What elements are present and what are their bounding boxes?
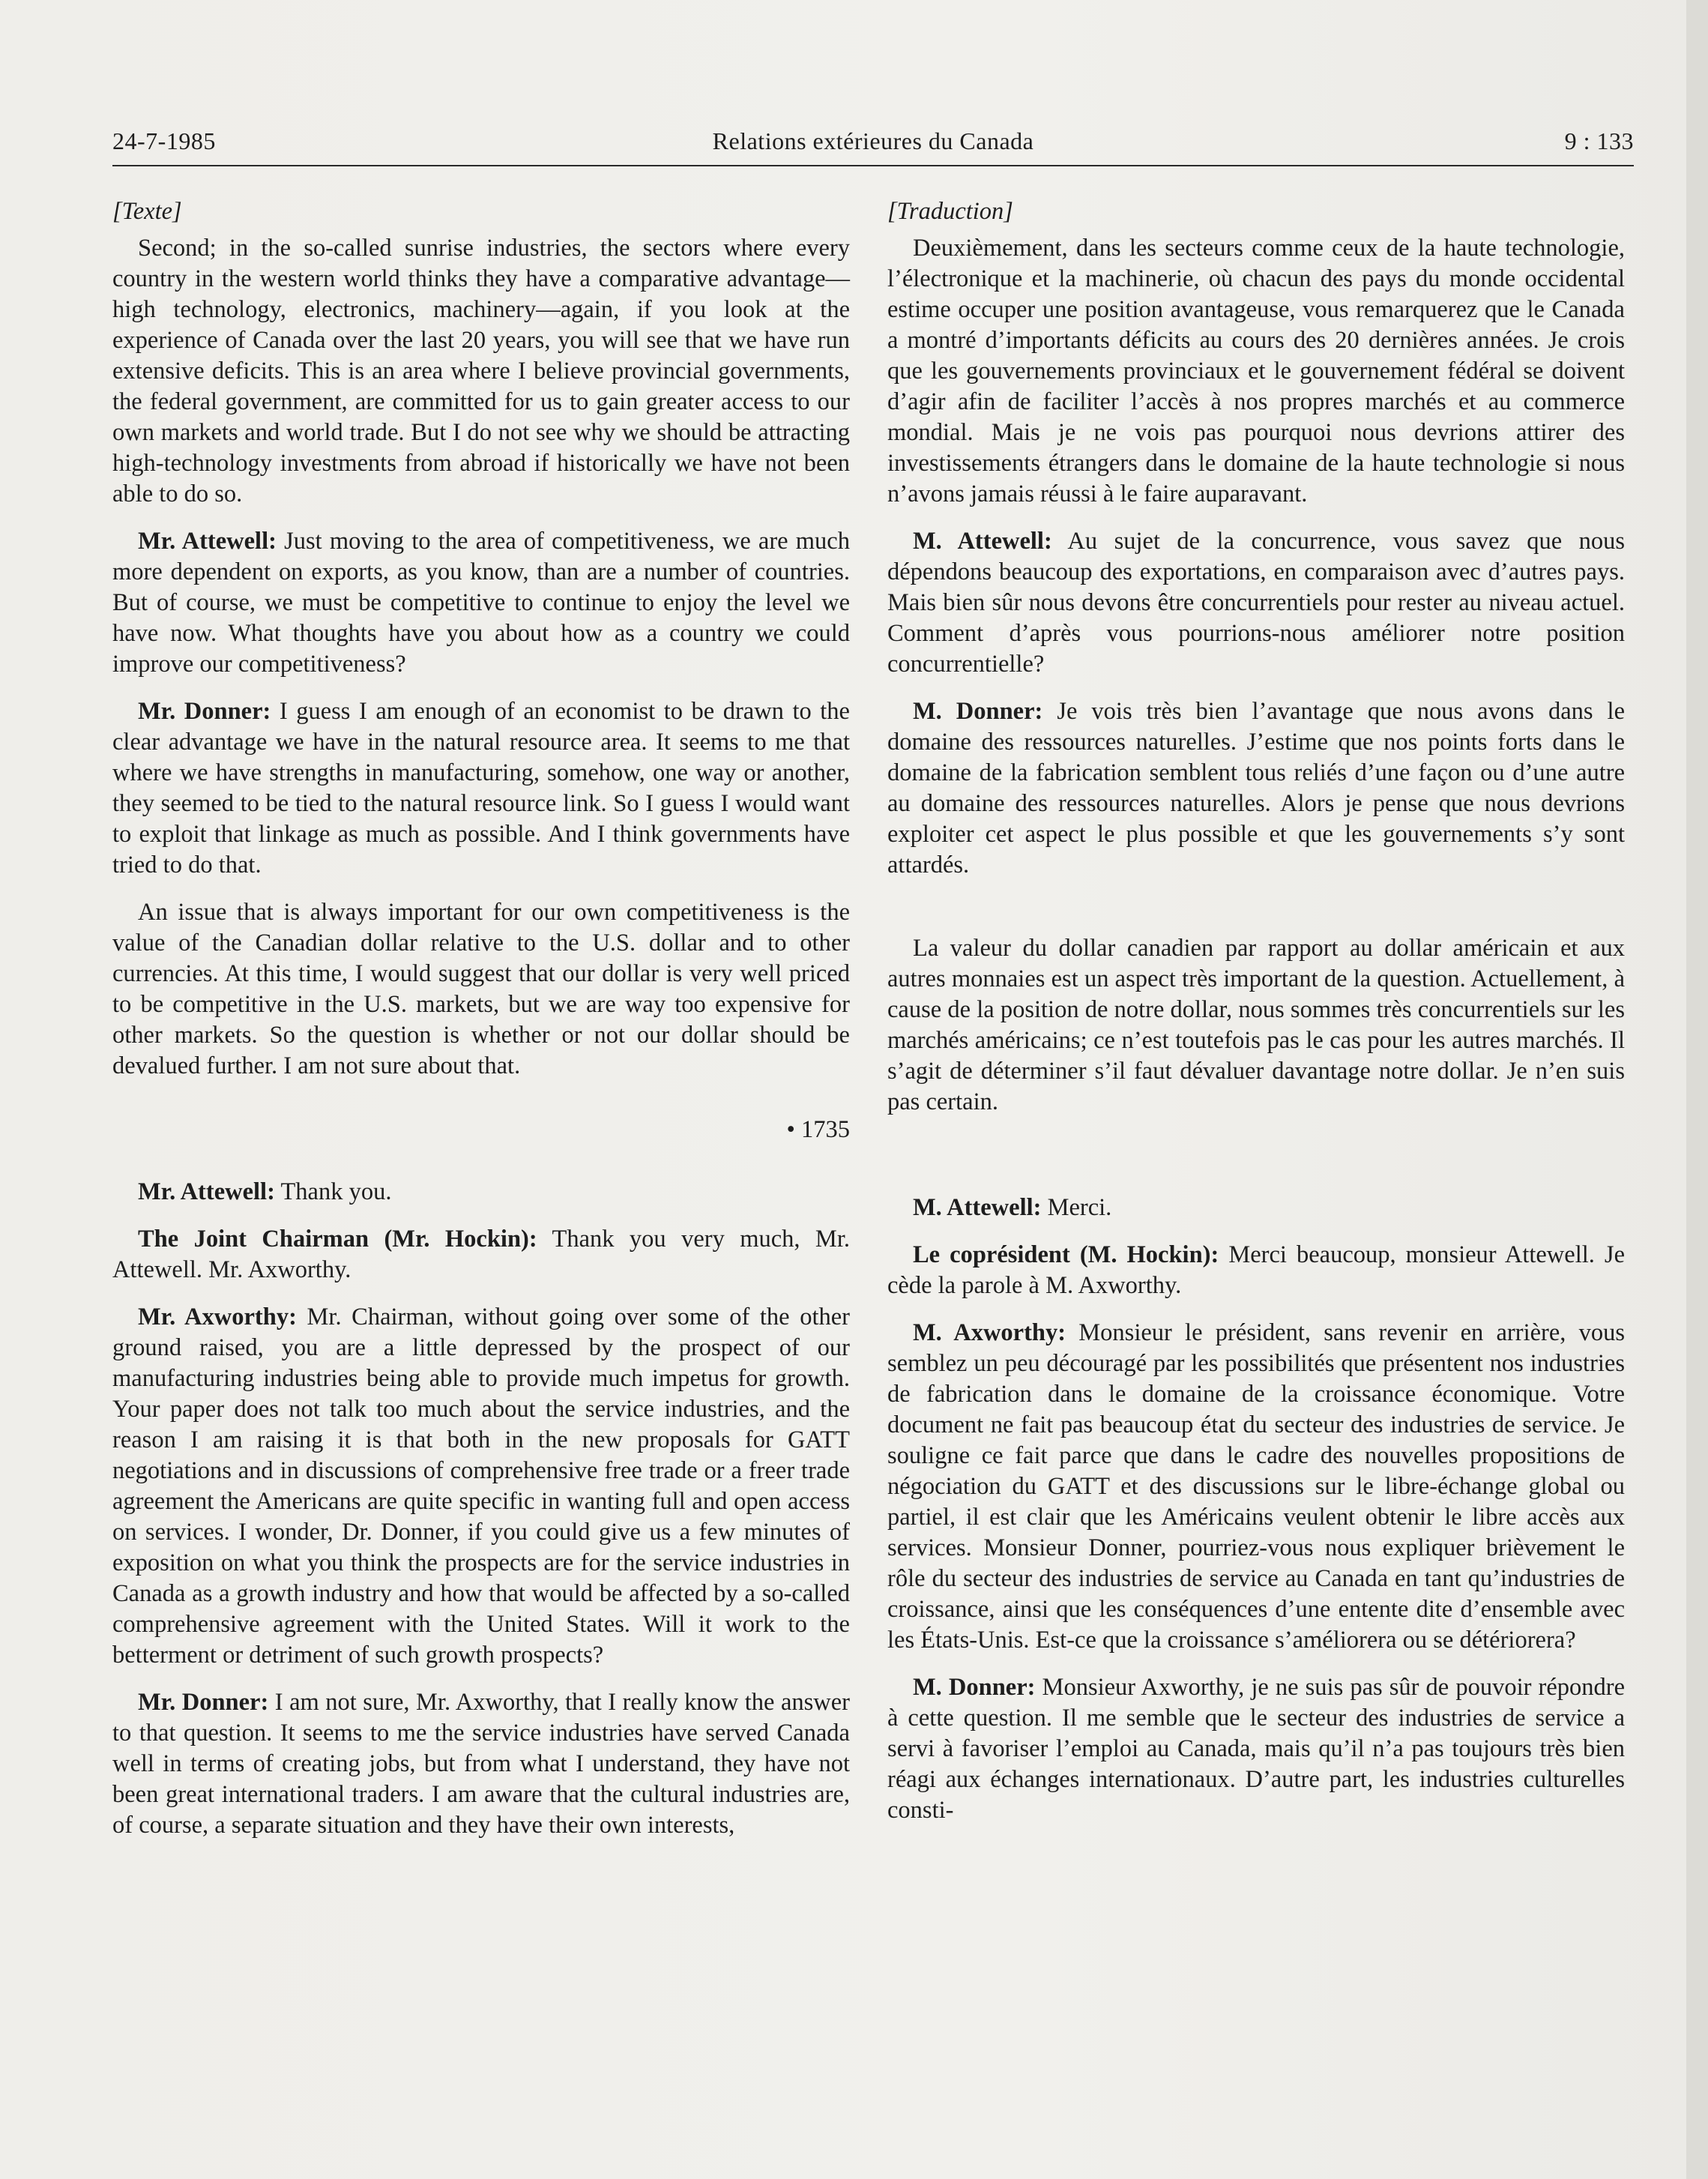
page-header [112,120,1634,166]
speech-text: Merci. [1041,1194,1112,1221]
speech-text: Just moving to the area of competitiveness, we are much more dependent on exports, as you know, than are a number of countries. But of course, we must be competitive to continue to enjoy the level we have now. What thoughts have you about how as a country we could improve our competitiveness? [112,528,850,678]
header-page-number: 9 : 133 [1564,127,1634,154]
speech-text: Thank you very much, Mr. Attewell. Mr. Axworthy. [112,1226,850,1283]
paragraph: Second; in the so-called sunrise industries, the sectors where every country in the western world thinks they have a comparative advantage—high technology, electronics, machinery—again, if you look at the experience of Canada over the last 20 years, you will see that we have run extensive deficits. This is an area where I believe provincial governments, the federal government, are committed for us to gain greater access to our own markets and world trade. But I do not see why we should be attracting high-technology investments from abroad if historically we have not been able to do so. [112,235,850,507]
adjacent-page-edge [1686,0,1708,2179]
speaker-name: Mr. Attewell: [138,1178,275,1205]
paragraph: La valeur du dollar canadien par rapport au dollar américain et aux autres monnaies est un aspect très important de la question. Actuellement, à cause de la position de notre dollar, nous sommes très concurrentiels sur les marchés américains; ce n’est toutefois pas le cas pour les autres marchés. Il s’agit de déterminer s’il faut dévaluer davantage notre dollar. Je n’en suis pas certain. [887,935,1625,1115]
paragraph [887,696,1625,881]
speaker-name: The Joint Chairman (Mr. Hockin): [138,1226,537,1253]
speaker-name: Mr. Donner: [138,1689,269,1716]
french-column [887,196,1625,1842]
speech-text: Au sujet de la concurrence, vous savez que nous dépendons beaucoup des exportations, en comparaison avec d’autres pays. Mais bien sûr nous devons être concurrentiels pour rester au niveau actuel. Comment d’après vous pourrions-nous améliorer notre position concurrentielle? [887,528,1626,678]
english-column [112,196,850,1857]
header-title: Relations extérieures du Canada [712,127,1034,154]
column-spacer [887,1134,1625,1193]
paragraph [887,1318,1625,1656]
speaker-name: M. Axworthy: [913,1319,1066,1346]
translation-tag: [Traduction] [887,198,1013,225]
speaker-name: Mr. Axworthy: [138,1304,297,1330]
speaker-name: M. Attewell: [913,528,1052,555]
paragraph: Deuxièmement, dans les secteurs comme ceux de la haute technologie, l’électronique et la machinerie, où chacun des pays du monde occidental estime occuper une position avantageuse, vous remarquerez que le Canada a montré d’importants déficits au cours des 20 dernières années. Je crois que les gouvernements provinciaux et le gouvernement fédéral se doivent d’agir afin de faciliter l’accès à nos propres marchés et au commerce mondial. Mais je ne vois pas pourquoi nous devrions attirer des investissements étrangers dans le domaine de la haute technologie si nous n’avons jamais réussi à le faire auparavant. [887,235,1625,507]
paragraph: An issue that is always important for our own competitiveness is the value of the Canadian dollar relative to the U.S. dollar and to other currencies. At this time, I would suggest that our dollar is very well priced to be competitive in the U.S. markets, but we are way too expensive for other markets. So the question is whether or not our dollar should be devalued further. I am not sure about that. [112,899,850,1079]
paragraph [887,1193,1625,1223]
speaker-name: M. Donner: [913,1674,1036,1701]
speaker-name: Mr. Attewell: [138,528,277,555]
speech-text: Thank you. [274,1178,392,1205]
speech-text: I am not sure, Mr. Axworthy, that I really know the answer to that question. It seems to me the service industries have served Canada well in terms of creating jobs, but from what I understand, they have not been great international traders. I am aware that the cultural industries are, of course, a separate situation and they have their own interests, [112,1689,850,1839]
column-spacer [887,897,1625,933]
speech-text: Je vois très bien l’avantage que nous avons dans le domaine des ressources naturelles. J’estime que nos points forts dans le domaine de la fabrication semblent tous reliés d’une façon ou d’une autre au domaine des ressources naturelles. Alors je pense que nous devrions exploiter cet aspect le plus possible et que les gouvernements s’y sont attardés. [887,698,1626,878]
paragraph [112,1302,850,1671]
text-tag: [Texte] [112,198,182,225]
speech-text: Merci beaucoup, monsieur Attewell. Je cède la parole à M. Axworthy. [887,1241,1625,1299]
paragraph [112,696,850,881]
paragraph [887,526,1625,680]
paragraph [887,1240,1625,1301]
speaker-name: M. Donner: [913,698,1043,725]
header-date: 24-7-1985 [112,127,216,154]
speaker-name: Mr. Donner: [138,698,271,725]
time-marker: • 1735 [786,1116,850,1143]
speech-text: Monsieur le président, sans revenir en arrière, vous semblez un peu découragé par les possibilités que présentent nos industries de fabrication dans le domaine de la croissance économique. Votre document ne fait pas beaucoup état du secteur des industries de service. Je souligne ce fait parce que dans le cadre des nouvelles propositions de négociation du GATT et des discussions sur le libre-échange global ou partiel, il est clair que les Américains veulent obtenir le libre accès aux services. Monsieur Donner, pourriez-vous nous expliquer brièvement le rôle du secteur des industries de service au Canada en tant qu’industries de croissance, ainsi que les conséquences d’une entente dite d’ensemble avec les États-Unis. Est-ce que la croissance s’améliorera ou se détériorera? [887,1319,1626,1654]
paragraph [887,1672,1625,1826]
speaker-name: M. Attewell: [913,1194,1042,1221]
paragraph [112,1177,850,1208]
speaker-name: (M. Hockin): [1069,1241,1219,1268]
speaker-name: Le coprésident [913,1241,1070,1268]
paragraph [112,1224,850,1286]
speech-text: Mr. Chairman, without going over some of the other ground raised, you are a little depressed by the prospect of our manufacturing industries being able to provide much impetus for growth. Your paper does not talk too much about the service industries, and the reason I am raising it is that both in the new proposals for GATT negotiations and in discussions of comprehensive free trade or a freer trade agreement the Americans are quite specific in wanting full and open access on services. I wonder, Dr. Donner, if you could give us a few minutes of exposition on what you think the prospects are for the service industries in Canada as a growth industry and how that would be affected by a so-called comprehensive agreement with the United States. Will it work to the betterment or detriment of such growth prospects? [112,1304,850,1669]
speech-text: I guess I am enough of an economist to be drawn to the clear advantage we have in the natural resource area. It seems to me that where we have strengths in manufacturing, somehow, one way or another, they seemed to be tied to the natural resource link. So I guess I would want to exploit that linkage as much as possible. And I think governments have tried to do that. [112,698,850,878]
paragraph [112,526,850,680]
paragraph [112,1687,850,1841]
speech-text: Monsieur Axworthy, je ne suis pas sûr de pouvoir répondre à cette question. Il me semble que le secteur des industries de service a servi à favoriser l’emploi au Canada, mais qu’il n’a pas toujours très bien réagi aux échanges internationaux. D’autre part, les industries culturelles consti- [887,1674,1626,1824]
